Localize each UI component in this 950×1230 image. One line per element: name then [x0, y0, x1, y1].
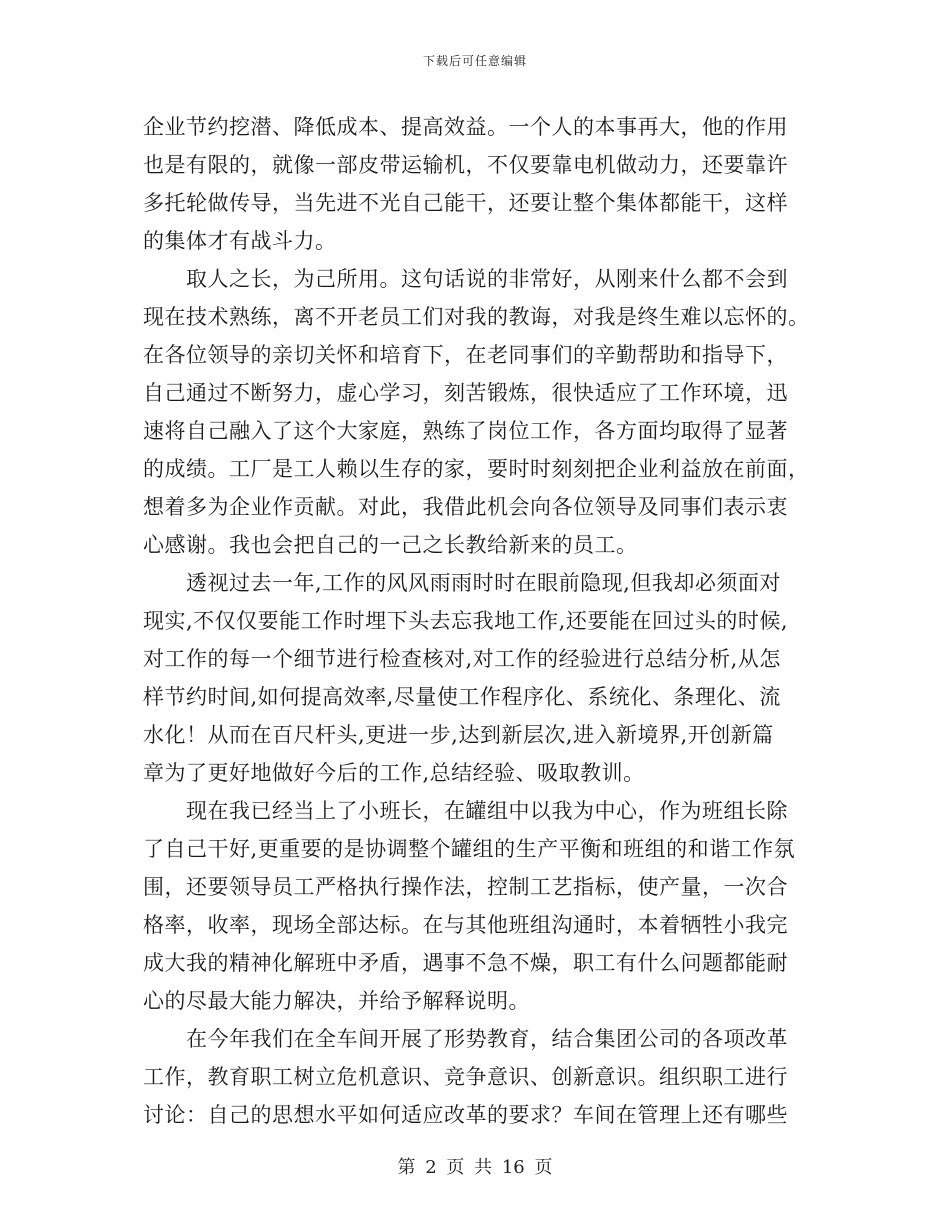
text-line: 企业节约挖潜、降低成本、提高效益。一个人的本事再大，他的作用 [143, 115, 788, 139]
text-line: 现在我已经当上了小班长，在罐组中以我为中心，作为班组长除 [143, 799, 788, 823]
text-line: 现在技术熟练，离不开老员工们对我的教诲，对我是终生难以忘怀的。 [143, 305, 810, 329]
text-line: 自己通过不断努力，虚心学习，刻苦锻炼，很快适应了工作环境，迅 [143, 381, 788, 405]
text-line: 取人之长，为己所用。这句话说的非常好，从刚来什么都不会到 [143, 267, 788, 291]
text-line: 透视过去一年,工作的风风雨雨时时在眼前隐现,但我却必须面对 [143, 571, 781, 595]
text-line: 围，还要领导员工严格执行操作法，控制工艺指标，使产量，一次合 [143, 875, 788, 899]
text-line: 水化！从而在百尺杆头,更进一步,达到新层次,进入新境界,开创新篇 [143, 723, 774, 747]
page-header: 下载后可任意编辑 [422, 54, 527, 68]
text-line: 也是有限的，就像一部皮带运输机，不仅要靠电机做动力，还要靠许 [143, 153, 788, 177]
text-line: 了自己干好,更重要的是协调整个罐组的生产平衡和班组的和谐工作氛 [143, 837, 796, 861]
page-footer: 第 2 页 共 16 页 [397, 1157, 553, 1178]
text-line: 想着多为企业作贡献。对此，我借此机会向各位领导及同事们表示衷 [143, 495, 788, 519]
text-line: 对工作的每一个细节进行检查核对,对工作的经验进行总结分析,从怎 [143, 647, 781, 671]
text-line: 在今年我们在全车间开展了形势教育，结合集团公司的各项改革 [143, 1027, 788, 1051]
text-line: 的成绩。工厂是工人赖以生存的家，要时时刻刻把企业利益放在前面， [143, 457, 810, 481]
text-line: 成大我的精神化解班中矛盾，遇事不急不燥，职工有什么问题都能耐 [143, 951, 788, 975]
text-line: 格率，收率，现场全部达标。在与其他班组沟通时，本着牺牲小我完 [143, 913, 788, 937]
text-line: 章为了更好地做好今后的工作,总结经验、吸取教训。 [143, 761, 645, 785]
text-line: 多托轮做传导，当先进不光自己能干，还要让整个集体都能干，这样 [143, 191, 788, 215]
text-line: 工作，教育职工树立危机意识、竞争意识、创新意识。组织职工进行 [143, 1065, 788, 1089]
text-line: 现实,不仅仅要能工作时埋下头去忘我地工作,还要能在回过头的时候, [143, 609, 789, 633]
text-line: 的集体才有战斗力。 [143, 229, 337, 253]
text-line: 速将自己融入了这个大家庭，熟练了岗位工作，各方面均取得了显著 [143, 419, 788, 443]
text-line: 样节约时间,如何提高效率,尽量使工作程序化、系统化、条理化、流 [143, 685, 781, 709]
text-line: 心的尽最大能力解决，并给予解释说明。 [143, 989, 530, 1013]
document-body [143, 108, 808, 1134]
text-line: 讨论：自己的思想水平如何适应改革的要求？车间在管理上还有哪些 [143, 1103, 788, 1127]
text-line: 在各位领导的亲切关怀和培育下，在老同事们的辛勤帮助和指导下， [143, 343, 788, 367]
text-line: 心感谢。我也会把自己的一己之长教给新来的员工。 [143, 533, 638, 557]
